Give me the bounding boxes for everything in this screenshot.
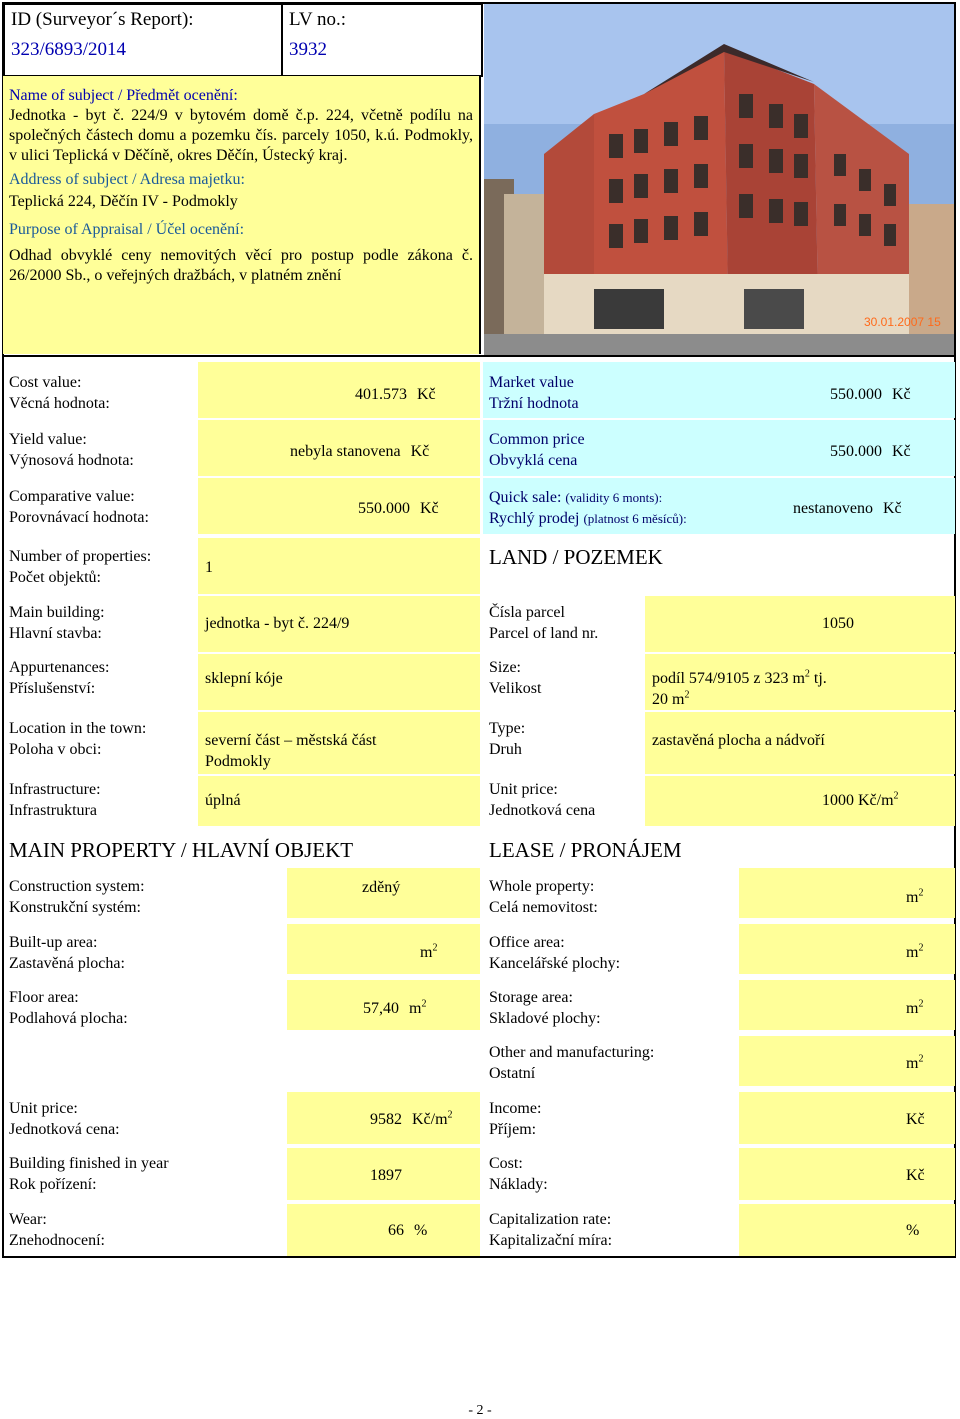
infrastructure-label: Infrastructure: Infrastruktura: [9, 781, 101, 819]
construction-value: zděný: [362, 879, 401, 896]
built-up-cell: [287, 924, 480, 974]
wear-label: Wear: Znehodnocení:: [9, 1211, 105, 1249]
size-label: Size: Velikost: [489, 659, 542, 697]
subject-address-value: Teplická 224, Děčín IV - Podmokly: [9, 193, 238, 210]
appurtenances-label: Appurtenances: Příslušenství:: [9, 659, 110, 697]
count-label: Number of properties: Počet objektů:: [9, 548, 152, 586]
built-up-value: $m^2$: [420, 942, 438, 961]
cost-label: Cost value: Věcná hodnota:: [9, 372, 189, 414]
market-label: Market value Tržní hodnota: [489, 374, 579, 412]
whole-property-label: Whole property: Celá nemovitost:: [489, 878, 598, 916]
quick-value: nestanoveno Kč: [793, 500, 902, 517]
parcel-label: Čísla parcel Parcel of land nr.: [489, 604, 599, 642]
year-value: 1897: [370, 1167, 402, 1184]
land-title: LAND / POZEMEK: [489, 545, 663, 569]
other-label: Other and manufacturing: Ostatní: [489, 1044, 655, 1082]
main-property-title: MAIN PROPERTY / HLAVNÍ OBJEKT: [9, 838, 354, 862]
market-value: 550.000 Kč: [830, 386, 911, 403]
storage-area-label: Storage area: Skladové plochy:: [489, 989, 601, 1027]
location-label: Location in the town: Poloha v obci:: [9, 720, 147, 758]
cap-rate-cell: [739, 1204, 955, 1256]
id-value: 323/6893/2014: [11, 39, 127, 60]
common-value: 550.000 Kč: [830, 443, 911, 460]
count-cell: [198, 538, 480, 594]
land-unit-price-label: Unit price: Jednotková cena: [489, 781, 596, 819]
comp-label: Comparative value: Porovnávací hodnota:: [9, 486, 189, 528]
common-label: Common price Obvyklá cena: [489, 431, 585, 469]
land-unit-price-cell: [645, 776, 955, 826]
subject-address-label: Address of subject / Adresa majetku:: [9, 171, 245, 188]
type-value: zastavěná plocha a nádvoří: [652, 732, 825, 749]
appurtenances-value: sklepní kóje: [205, 670, 283, 687]
main-building-label: Main building: Hlavní stavba:: [9, 604, 105, 642]
size-value: podíl 574/9105 z 323 $m^2$ tj. 20 $m^2$: [652, 668, 827, 708]
lease-cost-unit: Kč: [906, 1167, 925, 1184]
lease-title: LEASE / PRONÁJEM: [489, 838, 682, 862]
count-value: 1: [205, 559, 213, 576]
infrastructure-value: úplná: [205, 792, 241, 809]
built-up-label: Built-up area: Zastavěná plocha:: [9, 934, 125, 972]
unit-price-label: Unit price: Jednotková cena:: [9, 1100, 120, 1138]
income-unit: Kč: [906, 1111, 925, 1128]
subject-purpose-value: Odhad obvyklé ceny nemovitých věcí pro postup podle zákona č. 26/2000 Sb., o veřejných dražbách, v platném znění: [9, 247, 473, 284]
lv-value: 3932: [289, 39, 327, 60]
subject-purpose-label: Purpose of Appraisal / Účel ocenění:: [9, 221, 245, 238]
yield-value: nebyla stanovena Kč: [290, 443, 430, 460]
id-label: ID (Surveyor´s Report):: [11, 9, 194, 30]
subject-name-label: Name of subject / Předmět ocenění:: [9, 87, 238, 104]
floor-area-label: Floor area: Podlahová plocha:: [9, 989, 128, 1027]
divider: [3, 355, 955, 357]
unit-price-value: 9582 $Kč/m^2$: [370, 1109, 453, 1128]
lease-cost-label: Cost: Náklady:: [489, 1155, 548, 1193]
type-label: Type: Druh: [489, 720, 526, 758]
building-photo: [484, 4, 954, 356]
page-number: - 2 -: [468, 1403, 492, 1418]
yield-label: Yield value: Výnosová hodnota:: [9, 429, 189, 471]
lv-box: [281, 3, 483, 77]
subject-panel: [3, 76, 481, 354]
wear-cell: [287, 1204, 480, 1256]
year-label: Building finished in year Rok pořízení:: [9, 1155, 169, 1193]
quick-label: Quick sale: (validity 6 monts): Rychlý prodej (platnost 6 měsíců):: [489, 489, 687, 527]
cost-value: 401.573 Kč: [355, 386, 436, 403]
main-building-value: jednotka - byt č. 224/9: [205, 615, 350, 632]
cap-rate-label: Capitalization rate: Kapitalizační míra:: [489, 1211, 613, 1249]
wear-value: 66 %: [388, 1222, 428, 1239]
lv-label: LV no.:: [289, 9, 347, 30]
building-photo-svg: [484, 4, 954, 356]
storage-area-unit: $m^2$: [906, 998, 924, 1017]
id-box: [3, 3, 283, 77]
land-unit-price-value: 1000 $Kč/m^2$: [822, 790, 899, 809]
cap-rate-unit: %: [906, 1222, 920, 1239]
office-area-unit: $m^2$: [906, 942, 924, 961]
subject-name-value: Jednotka - byt č. 224/9 v bytovém domě č.p. 224, včetně podílu na společných částech domu a pozemku čís. parcely 1050, k.ú. Podmokly, v ulici Teplická v Děčíně, okres Děčín, Ústecký kraj.: [9, 107, 473, 164]
parcel-cell: [645, 596, 955, 652]
cost-cell: [198, 362, 480, 418]
other-unit: $m^2$: [906, 1053, 924, 1072]
construction-label: Construction system: Konstrukční systém:: [9, 878, 145, 916]
office-area-label: Office area: Kancelářské plochy:: [489, 934, 621, 972]
income-label: Income: Příjem:: [489, 1100, 542, 1138]
floor-area-value: 57,40 $m^2$: [363, 998, 427, 1017]
comp-value: 550.000 Kč: [358, 500, 439, 517]
parcel-value: 1050: [822, 615, 854, 632]
whole-property-unit: $m^2$: [906, 887, 924, 906]
location-value: severní část – městská část Podmokly: [205, 732, 377, 770]
photo-date-stamp: 30.01.2007 15: [864, 315, 941, 329]
